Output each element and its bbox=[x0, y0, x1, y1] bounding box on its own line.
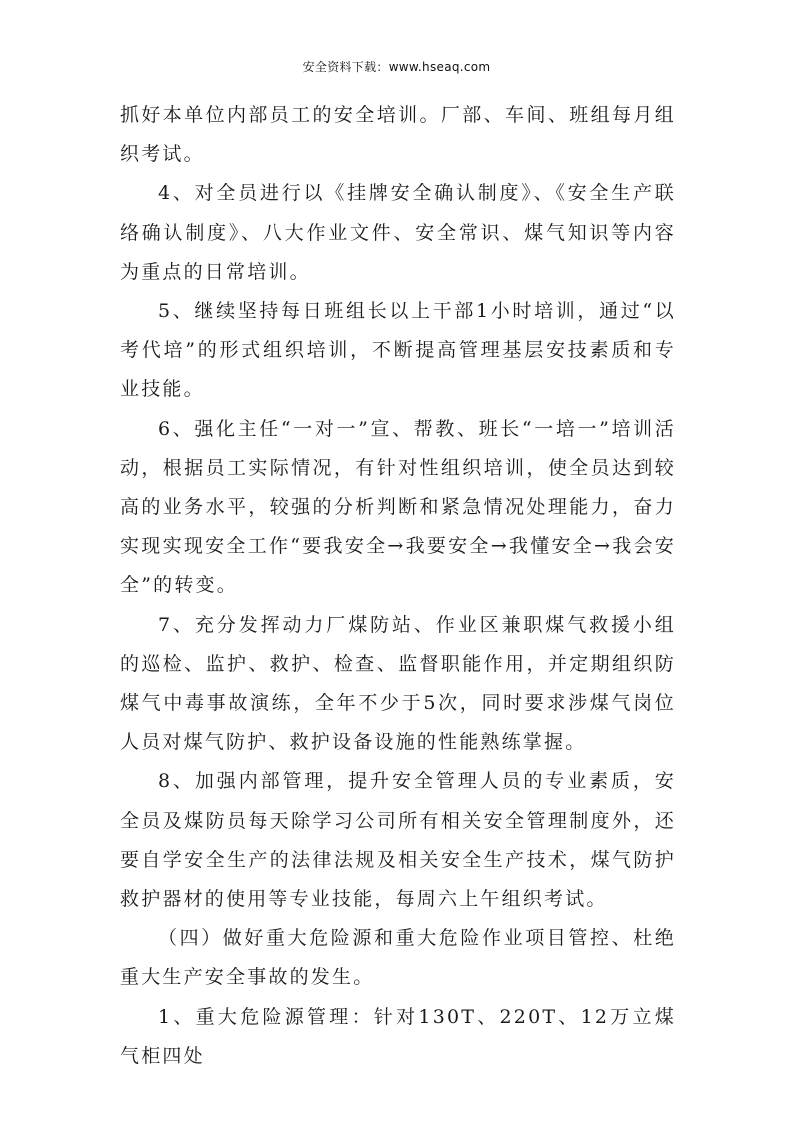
paragraph: 8、加强内部管理，提升安全管理人员的专业素质，安全员及煤防员每天除学习公司所有相关安全管理制度外，还要自学安全生产的法律法规及相关安全生产技术，煤气防护救护器材的使用等专业技能，每周六上午组织考试。 bbox=[120, 770, 676, 911]
paragraph: 5、继续坚持每日班组长以上干部1小时培训，通过“以考代培”的形式组织培训，不断提高管理基层安技素质和专业技能。 bbox=[120, 300, 676, 401]
paragraph: 6、强化主任“一对一”宣、帮教、班长“一培一”培训活动，根据员工实际情况，有针对性组织培训，使全员达到较高的业务水平，较强的分析判断和紧急情况处理能力，奋力实现实现安全工作“要我安全→我要安全→我懂安全→我会安全”的转变。 bbox=[120, 417, 676, 597]
paragraph: 抓好本单位内部员工的安全培训。厂部、车间、班组每月组织考试。 bbox=[120, 104, 676, 166]
paragraph: 7、充分发挥动力厂煤防站、作业区兼职煤气救援小组的巡检、监护、救护、检查、监督职能作用，并定期组织防煤气中毒事故演练，全年不少于5次，同时要求涉煤气岗位人员对煤气防护、救护设备设施的性能熟练掌握。 bbox=[120, 613, 676, 754]
document-body bbox=[120, 96, 676, 1076]
paragraph: 1、重大危险源管理：针对130T、220T、12万立煤气柜四处 bbox=[120, 1005, 676, 1067]
page-header: 安全资料下载：www.hseaq.com bbox=[302, 60, 491, 74]
paragraph: 4、对全员进行以《挂牌安全确认制度》、《安全生产联络确认制度》、八大作业文件、安全常识、煤气知识等内容为重点的日常培训。 bbox=[120, 182, 676, 283]
paragraph: （四）做好重大危险源和重大危险作业项目管控、杜绝重大生产安全事故的发生。 bbox=[120, 927, 676, 989]
